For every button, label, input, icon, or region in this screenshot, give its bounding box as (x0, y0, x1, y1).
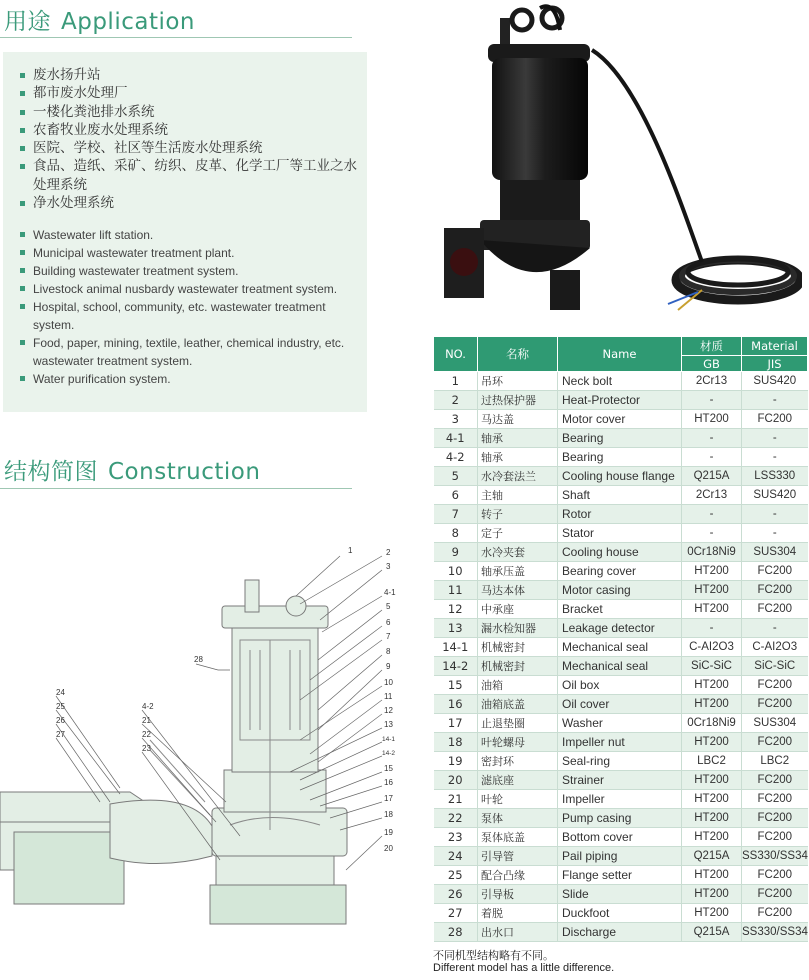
table-row (434, 847, 808, 866)
callout-label: 7 (386, 632, 391, 641)
cell-jis: SUS420 (742, 486, 808, 505)
cell-en: Discharge (558, 923, 682, 942)
cell-en: Oil cover (558, 695, 682, 714)
cell-gb: HT200 (682, 885, 742, 904)
table-row (434, 771, 808, 790)
cell-jis: FC200 (742, 885, 808, 904)
cell-no: 24 (434, 847, 478, 866)
cell-zh: 转子 (478, 505, 558, 524)
cell-en: Seal-ring (558, 752, 682, 771)
header-name-zh: 名称 (478, 337, 558, 372)
cell-jis: - (742, 619, 808, 638)
cell-jis: FC200 (742, 581, 808, 600)
cell-gb: HT200 (682, 410, 742, 429)
cell-no: 9 (434, 543, 478, 562)
cell-no: 16 (434, 695, 478, 714)
callout-label: 19 (384, 828, 393, 837)
cell-zh: 止退垫圈 (478, 714, 558, 733)
application-list-en (20, 226, 365, 388)
cell-en: Bearing (558, 448, 682, 467)
cell-en: Flange setter (558, 866, 682, 885)
callout-label: 23 (142, 744, 151, 753)
cell-jis: FC200 (742, 562, 808, 581)
cell-zh: 水冷夹套 (478, 543, 558, 562)
header-material-zh: 材质 (682, 337, 742, 356)
cell-zh: 引导板 (478, 885, 558, 904)
application-title-en: Application (61, 9, 196, 35)
table-row (434, 410, 808, 429)
callout-label: 8 (386, 647, 391, 656)
callout-label: 27 (56, 730, 65, 739)
table-row (434, 467, 808, 486)
cell-en: Impeller (558, 790, 682, 809)
callout-label: 14-1 (382, 736, 396, 743)
cell-en: Oil box (558, 676, 682, 695)
cell-zh: 轴承 (478, 429, 558, 448)
cell-zh: 出水口 (478, 923, 558, 942)
cell-jis: SUS304 (742, 543, 808, 562)
callout-label: 24 (56, 688, 65, 697)
list-item: 食品、造纸、采矿、纺织、皮革、化学工厂等工业之水处理系统 (20, 157, 362, 194)
cell-zh: 定子 (478, 524, 558, 543)
cell-gb: HT200 (682, 771, 742, 790)
cell-jis: FC200 (742, 410, 808, 429)
cell-gb: Q215A (682, 923, 742, 942)
callout-label: 22 (142, 730, 151, 739)
cell-en: Cooling house (558, 543, 682, 562)
list-item: Water purification system. (20, 370, 365, 388)
callout-label: 15 (384, 764, 393, 773)
cell-gb: 2Cr13 (682, 372, 742, 391)
cell-zh: 滤底座 (478, 771, 558, 790)
header-name-en: Name (558, 337, 682, 372)
cell-en: Bottom cover (558, 828, 682, 847)
cell-jis: FC200 (742, 695, 808, 714)
cell-en: Motor casing (558, 581, 682, 600)
cell-no: 18 (434, 733, 478, 752)
table-row (434, 562, 808, 581)
callout-label: 1 (348, 546, 353, 555)
callout-label: 13 (384, 720, 393, 729)
callout-label: 4-1 (384, 588, 396, 597)
list-item: Livestock animal nusbardy wastewater treatment system. (20, 280, 365, 298)
application-heading (4, 3, 195, 36)
table-row (434, 714, 808, 733)
table-row (434, 524, 808, 543)
callout-label: 28 (194, 655, 203, 664)
cell-gb: LBC2 (682, 752, 742, 771)
cell-gb: - (682, 619, 742, 638)
construction-title-zh: 结构简图 (4, 459, 98, 485)
bullet-icon (20, 340, 25, 345)
list-item: Hospital, school, community, etc. wastewater treatment system. (20, 298, 365, 334)
cell-jis: FC200 (742, 676, 808, 695)
application-list-zh (20, 66, 362, 212)
application-divider (0, 37, 352, 38)
cell-zh: 油箱底盖 (478, 695, 558, 714)
table-row (434, 790, 808, 809)
table-row (434, 505, 808, 524)
cell-gb: 2Cr13 (682, 486, 742, 505)
table-row (434, 904, 808, 923)
application-title-zh: 用途 (4, 9, 51, 35)
cell-jis: SiC-SiC (742, 657, 808, 676)
callout-label: 18 (384, 810, 393, 819)
cell-gb: HT200 (682, 828, 742, 847)
cell-no: 4-1 (434, 429, 478, 448)
cell-zh: 叶轮螺母 (478, 733, 558, 752)
table-row (434, 638, 808, 657)
table-row (434, 657, 808, 676)
bullet-icon (20, 232, 25, 237)
cell-zh: 漏水检知器 (478, 619, 558, 638)
cell-gb: - (682, 524, 742, 543)
cell-gb: - (682, 429, 742, 448)
list-item: 都市废水处理厂 (20, 84, 362, 102)
parts-table (433, 336, 808, 942)
cell-gb: Q215A (682, 847, 742, 866)
cell-zh: 主轴 (478, 486, 558, 505)
cell-no: 2 (434, 391, 478, 410)
list-item: 净水处理系统 (20, 194, 362, 212)
table-row (434, 372, 808, 391)
cell-zh: 机械密封 (478, 638, 558, 657)
list-item: 医院、学校、社区等生活废水处理系统 (20, 139, 362, 157)
cell-en: Bearing cover (558, 562, 682, 581)
cell-no: 26 (434, 885, 478, 904)
table-row (434, 486, 808, 505)
cell-no: 7 (434, 505, 478, 524)
cell-jis: FC200 (742, 866, 808, 885)
cell-en: Mechanical seal (558, 657, 682, 676)
pump-photo (440, 0, 802, 320)
list-item: Building wastewater treatment system. (20, 262, 365, 280)
callout-label: 26 (56, 716, 65, 725)
cell-gb: SiC-SiC (682, 657, 742, 676)
cell-en: Bracket (558, 600, 682, 619)
bullet-icon (20, 268, 25, 273)
cell-zh: 油箱 (478, 676, 558, 695)
table-row (434, 581, 808, 600)
cell-en: Strainer (558, 771, 682, 790)
cell-en: Motor cover (558, 410, 682, 429)
cell-jis: C-AI2O3 (742, 638, 808, 657)
cell-en: Pail piping (558, 847, 682, 866)
cell-en: Impeller nut (558, 733, 682, 752)
table-row (434, 391, 808, 410)
cell-jis: FC200 (742, 809, 808, 828)
cell-zh: 机械密封 (478, 657, 558, 676)
cell-jis: SS330/SS34 (742, 847, 808, 866)
table-row (434, 733, 808, 752)
cell-en: Cooling house flange (558, 467, 682, 486)
cell-jis: FC200 (742, 733, 808, 752)
cell-zh: 配合凸缘 (478, 866, 558, 885)
cell-no: 3 (434, 410, 478, 429)
cell-zh: 中承座 (478, 600, 558, 619)
cell-en: Washer (558, 714, 682, 733)
cell-zh: 着脱 (478, 904, 558, 923)
cell-no: 5 (434, 467, 478, 486)
construction-heading (4, 453, 260, 486)
callout-label: 21 (142, 716, 151, 725)
callout-label: 4-2 (142, 702, 154, 711)
cell-jis: SUS420 (742, 372, 808, 391)
cell-zh: 轴承压盖 (478, 562, 558, 581)
pump-body (444, 6, 590, 310)
cell-zh: 叶轮 (478, 790, 558, 809)
cell-en: Heat-Protector (558, 391, 682, 410)
cell-gb: C-AI2O3 (682, 638, 742, 657)
cell-zh: 吊环 (478, 372, 558, 391)
bullet-icon (20, 110, 25, 115)
note-en: Different model has a little difference. (433, 962, 615, 974)
cell-gb: - (682, 505, 742, 524)
cell-jis: SS330/SS34 (742, 923, 808, 942)
construction-divider (0, 488, 352, 489)
table-row (434, 752, 808, 771)
table-row (434, 600, 808, 619)
cell-no: 10 (434, 562, 478, 581)
bullet-icon (20, 286, 25, 291)
cell-gb: - (682, 448, 742, 467)
table-row (434, 676, 808, 695)
cell-gb: Q215A (682, 467, 742, 486)
callout-label: 9 (386, 662, 391, 671)
cell-gb: HT200 (682, 790, 742, 809)
callout-label: 16 (384, 778, 393, 787)
cell-no: 27 (434, 904, 478, 923)
callout-label: 5 (386, 602, 391, 611)
bullet-icon (20, 91, 25, 96)
cell-jis: - (742, 524, 808, 543)
callout-label: 2 (386, 548, 391, 557)
cell-no: 4-2 (434, 448, 478, 467)
callout-label: 3 (386, 562, 391, 571)
cell-no: 14-1 (434, 638, 478, 657)
cell-gb: HT200 (682, 904, 742, 923)
cell-en: Neck bolt (558, 372, 682, 391)
cell-no: 17 (434, 714, 478, 733)
cell-jis: - (742, 448, 808, 467)
cell-no: 25 (434, 866, 478, 885)
cell-jis: FC200 (742, 904, 808, 923)
cell-gb: HT200 (682, 866, 742, 885)
table-row (434, 923, 808, 942)
parts-table-body (434, 372, 808, 942)
table-row (434, 429, 808, 448)
callout-label: 6 (386, 618, 391, 627)
cell-jis: FC200 (742, 790, 808, 809)
cell-jis: - (742, 391, 808, 410)
bullet-icon (20, 304, 25, 309)
cell-en: Leakage detector (558, 619, 682, 638)
cable-coil (592, 50, 800, 310)
cell-no: 6 (434, 486, 478, 505)
cell-en: Rotor (558, 505, 682, 524)
callout-label: 11 (384, 692, 393, 701)
cell-gb: - (682, 391, 742, 410)
cell-jis: FC200 (742, 828, 808, 847)
bullet-icon (20, 73, 25, 78)
bullet-icon (20, 250, 25, 255)
cell-jis: FC200 (742, 600, 808, 619)
construction-title-en: Construction (108, 459, 261, 485)
cell-no: 8 (434, 524, 478, 543)
cell-en: Shaft (558, 486, 682, 505)
cell-gb: HT200 (682, 733, 742, 752)
callout-label: 12 (384, 706, 393, 715)
bullet-icon (20, 201, 25, 206)
list-item: 一楼化粪池排水系统 (20, 103, 362, 121)
list-item: 农畜牧业废水处理系统 (20, 121, 362, 139)
bullet-icon (20, 376, 25, 381)
cell-gb: HT200 (682, 809, 742, 828)
list-item: 废水扬升站 (20, 66, 362, 84)
table-row (434, 695, 808, 714)
cell-zh: 轴承 (478, 448, 558, 467)
cell-no: 13 (434, 619, 478, 638)
cell-no: 1 (434, 372, 478, 391)
table-row (434, 448, 808, 467)
note-zh: 不同机型结构略有不同。 (433, 949, 554, 962)
cell-en: Stator (558, 524, 682, 543)
cell-gb: HT200 (682, 676, 742, 695)
cell-zh: 引导管 (478, 847, 558, 866)
list-item: Wastewater lift station. (20, 226, 365, 244)
table-row (434, 866, 808, 885)
cell-jis: LSS330 (742, 467, 808, 486)
table-row (434, 619, 808, 638)
bullet-icon (20, 146, 25, 151)
cell-en: Duckfoot (558, 904, 682, 923)
cell-gb: 0Cr18Ni9 (682, 714, 742, 733)
cell-gb: HT200 (682, 562, 742, 581)
bullet-icon (20, 128, 25, 133)
header-material-en: Material (742, 337, 808, 356)
cell-no: 28 (434, 923, 478, 942)
construction-diagram (0, 540, 405, 925)
cell-en: Slide (558, 885, 682, 904)
callout-label: 10 (384, 678, 393, 687)
header-no: NO. (434, 337, 478, 372)
cell-en: Bearing (558, 429, 682, 448)
bullet-icon (20, 164, 25, 169)
cell-no: 20 (434, 771, 478, 790)
list-item: Food, paper, mining, textile, leather, chemical industry, etc. wastewater treatment system. (20, 334, 365, 370)
cell-no: 22 (434, 809, 478, 828)
callout-label: 20 (384, 844, 393, 853)
cell-zh: 马达本体 (478, 581, 558, 600)
cell-en: Mechanical seal (558, 638, 682, 657)
cell-zh: 过热保护器 (478, 391, 558, 410)
header-jis: JIS (742, 356, 808, 372)
header-gb: GB (682, 356, 742, 372)
cell-gb: 0Cr18Ni9 (682, 543, 742, 562)
cell-no: 23 (434, 828, 478, 847)
table-row (434, 543, 808, 562)
cell-zh: 马达盖 (478, 410, 558, 429)
cell-jis: FC200 (742, 771, 808, 790)
cell-jis: LBC2 (742, 752, 808, 771)
cell-no: 19 (434, 752, 478, 771)
table-row (434, 828, 808, 847)
cell-jis: SUS304 (742, 714, 808, 733)
cell-jis: - (742, 429, 808, 448)
callout-label: 25 (56, 702, 65, 711)
list-item: Municipal wastewater treatment plant. (20, 244, 365, 262)
cell-no: 21 (434, 790, 478, 809)
cell-en: Pump casing (558, 809, 682, 828)
cell-zh: 水冷套法兰 (478, 467, 558, 486)
table-row (434, 885, 808, 904)
table-row (434, 809, 808, 828)
cell-gb: HT200 (682, 600, 742, 619)
cell-jis: - (742, 505, 808, 524)
cell-gb: HT200 (682, 695, 742, 714)
cell-no: 15 (434, 676, 478, 695)
cell-gb: HT200 (682, 581, 742, 600)
cell-zh: 密封环 (478, 752, 558, 771)
cell-zh: 泵体底盖 (478, 828, 558, 847)
cell-no: 14-2 (434, 657, 478, 676)
cell-no: 12 (434, 600, 478, 619)
cell-no: 11 (434, 581, 478, 600)
callout-label: 14-2 (382, 750, 396, 757)
cell-zh: 泵体 (478, 809, 558, 828)
callout-label: 17 (384, 794, 393, 803)
